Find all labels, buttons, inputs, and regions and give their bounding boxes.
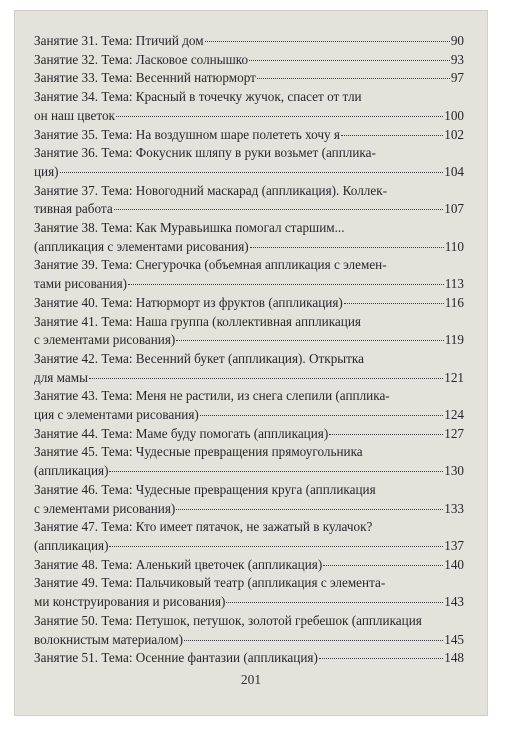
dot-leader [250, 247, 444, 248]
page-number: 201 [240, 672, 262, 687]
toc-page-number: 102 [444, 126, 464, 142]
toc-page-number: 93 [450, 51, 464, 67]
toc-entry-text: Занятие 49. Тема: Пальчиковый театр (аппликация с элемента- [34, 575, 386, 591]
toc-entry-text: ция) [34, 163, 59, 179]
toc-page-number: 145 [444, 631, 464, 647]
toc-entry-line [34, 406, 464, 425]
toc-entry-text: Занятие 48. Тема: Аленький цветочек (аппликация) [34, 556, 323, 572]
toc-entry [34, 294, 464, 313]
toc-entry-text: Занятие 41. Тема: Наша группа (коллективная аппликация [34, 313, 361, 329]
toc-page-number: 127 [444, 425, 464, 441]
toc-page-number: 124 [444, 407, 464, 423]
toc-page-number: 148 [444, 650, 464, 666]
toc-entry [34, 32, 464, 51]
dot-leader [329, 434, 443, 435]
toc-entry-line [34, 500, 464, 519]
toc-entry-line [34, 32, 464, 51]
toc-entry-text: тивная работа [34, 201, 113, 217]
toc-entry-text: Занятие 42. Тема: Весенний букет (аппликация). Открытка [34, 350, 364, 366]
toc-entry-text: Занятие 40. Тема: Натюрморт из фруктов (аппликация) [34, 294, 343, 310]
toc-entry-text: Занятие 39. Тема: Снегурочка (объемная аппликация с элемен- [34, 257, 387, 273]
dot-leader [319, 658, 443, 659]
toc-entry-text: Занятие 33. Тема: Весенний натюрморт [34, 70, 256, 86]
toc-entry-text: Занятие 31. Тема: Птичий дом [34, 33, 204, 48]
toc-entry [34, 425, 464, 444]
toc-page-number: 97 [450, 70, 464, 86]
dot-leader [109, 471, 443, 472]
dot-leader [323, 565, 443, 566]
dot-leader [341, 135, 443, 136]
toc-entry [34, 69, 464, 88]
toc-entry-text: Занятие 47. Тема: Кто имеет пятачок, не зажатый в кулачок? [34, 519, 373, 535]
dot-leader [257, 78, 450, 79]
toc-entry [34, 649, 464, 668]
toc-entry-text: Занятие 38. Тема: Как Муравьишка помогал старшим... [34, 220, 345, 236]
toc-entry-text: Занятие 51. Тема: Осенние фантазии (аппликация) [34, 650, 318, 666]
toc-entry-text: (аппликация) [34, 463, 109, 479]
toc-page-number: 116 [444, 294, 464, 310]
toc-entry-text: Занятие 37. Тема: Новогодний маскарад (аппликация). Коллек- [34, 182, 388, 198]
toc-page-number: 113 [444, 276, 464, 292]
toc-entry [34, 481, 464, 518]
toc-entry-line [34, 238, 464, 257]
toc-entry-text: Занятие 44. Тема: Маме буду помогать (аппликация) [34, 425, 329, 441]
toc-entry-text: (аппликация с элементами рисования) [34, 238, 249, 254]
dot-leader [60, 172, 444, 173]
toc-entry [34, 182, 464, 219]
toc-entry-line [34, 425, 464, 444]
toc-entry-line [34, 331, 464, 350]
dot-leader [176, 340, 443, 341]
toc-entry [34, 126, 464, 145]
toc-entry-line [34, 200, 464, 219]
toc-entry [34, 443, 464, 480]
toc-entry [34, 612, 464, 649]
toc-page-number: 119 [444, 332, 464, 348]
toc-entry-line [34, 649, 464, 668]
toc-page-number: 133 [444, 500, 464, 516]
toc-page-number: 110 [444, 238, 464, 254]
toc-page-number: 137 [444, 537, 464, 553]
toc-entry [34, 518, 464, 555]
toc-entry [34, 51, 464, 70]
toc-entry-text: Занятие 46. Тема: Чудесные превращения круга (аппликация [34, 481, 376, 497]
toc-entry-text: волокнистым материалом) [34, 631, 184, 647]
toc-entry-text: Занятие 32. Тема: Ласковое солнышко [34, 51, 249, 67]
toc-page-number: 107 [444, 201, 464, 217]
toc-entry-text: тами рисования) [34, 276, 128, 292]
toc-entry-line [34, 556, 464, 575]
dot-leader [109, 546, 443, 547]
toc-entry-text: Занятие 45. Тема: Чудесные превращения прямоугольника [34, 444, 363, 460]
toc-entry [34, 387, 464, 424]
toc-entry-text: ция с элементами рисования) [34, 407, 199, 423]
toc-page-number: 130 [444, 463, 464, 479]
toc-page-number: 143 [444, 594, 464, 610]
toc-entry-text: с элементами рисования) [34, 500, 176, 516]
toc-entry [34, 350, 464, 387]
dot-leader [226, 602, 443, 603]
toc-entry [34, 574, 464, 611]
toc-entry [34, 144, 464, 181]
toc-entry-line [34, 369, 464, 388]
table-of-contents [34, 32, 464, 668]
dot-leader [249, 60, 450, 61]
toc-entry-line [34, 631, 464, 650]
toc-entry-line [34, 163, 464, 182]
dot-leader [116, 116, 443, 117]
toc-entry [34, 219, 464, 256]
toc-entry-line [34, 126, 464, 145]
dot-leader [200, 415, 443, 416]
toc-entry-line [34, 275, 464, 294]
toc-entry-text: для мамы [34, 369, 88, 385]
toc-entry-text: Занятие 34. Тема: Красный в точечку жучок, спасет от тли [34, 89, 362, 105]
toc-entry-line [34, 107, 464, 126]
dot-leader [114, 209, 444, 210]
toc-entry-text: он наш цветок [34, 107, 115, 123]
toc-entry-text: (аппликация) [34, 537, 109, 553]
toc-page-number: 140 [444, 556, 464, 572]
toc-entry-line [34, 51, 464, 70]
toc-entry [34, 556, 464, 575]
toc-page-number: 100 [444, 107, 464, 123]
toc-entry-line [34, 462, 464, 481]
toc-entry [34, 88, 464, 125]
toc-entry-text: Занятие 43. Тема: Меня не растили, из снега слепили (апплика- [34, 388, 390, 404]
toc-page-number: 90 [450, 33, 464, 48]
toc-entry [34, 256, 464, 293]
toc-entry-text: Занятие 36. Тема: Фокусник шляпу в руки возьмет (апплика- [34, 145, 376, 161]
book-page [14, 10, 488, 716]
toc-entry-text: с элементами рисования) [34, 332, 176, 348]
toc-entry-line [34, 593, 464, 612]
dot-leader [89, 378, 443, 379]
dot-leader [344, 303, 444, 304]
toc-entry-line [34, 537, 464, 556]
toc-entry-line [34, 294, 464, 313]
toc-entry-text: Занятие 50. Тема: Петушок, петушок, золотой гребешок (аппликация [34, 612, 422, 628]
toc-page-number: 121 [444, 369, 464, 385]
dot-leader [205, 41, 450, 42]
dot-leader [128, 284, 444, 285]
dot-leader [184, 640, 443, 641]
toc-entry-text: Занятие 35. Тема: На воздушном шаре полететь хочу я [34, 126, 340, 142]
toc-entry-text: ми конструирования и рисования) [34, 594, 226, 610]
toc-entry [34, 313, 464, 350]
toc-page-number: 104 [444, 163, 464, 179]
toc-entry-line [34, 69, 464, 88]
dot-leader [176, 509, 443, 510]
